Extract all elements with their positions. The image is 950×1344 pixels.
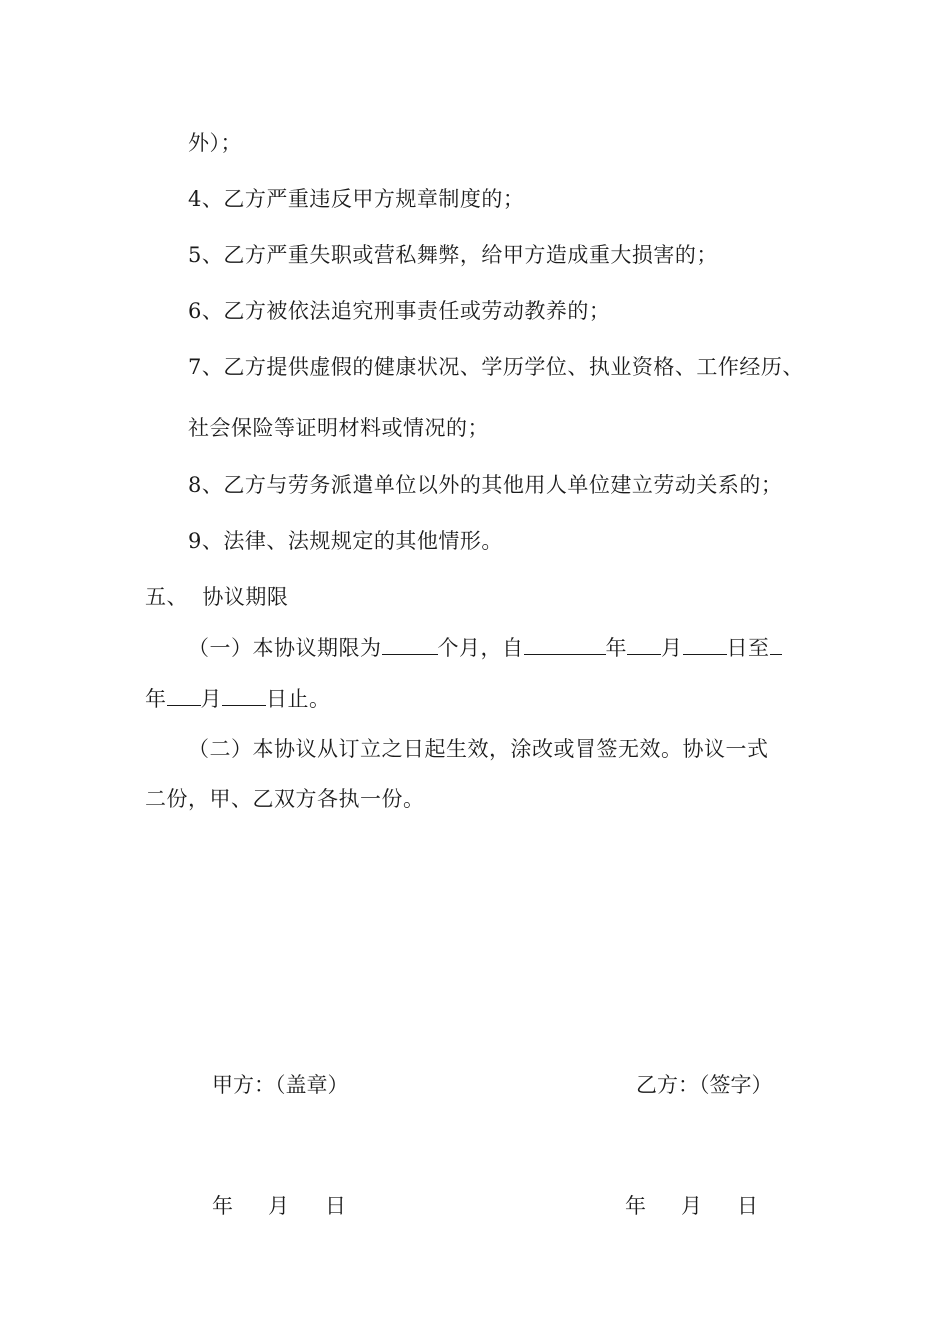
- end-year-blank[interactable]: [770, 634, 782, 655]
- party-a-date-day: 日: [325, 1194, 346, 1218]
- end-month-blank[interactable]: [167, 685, 201, 706]
- term-paragraph-line2: [145, 685, 331, 713]
- clause-item-5: 5、乙方严重失职或营私舞弊，给甲方造成重大损害的；: [188, 243, 718, 267]
- start-month-unit: 月: [661, 636, 683, 660]
- start-year-blank[interactable]: [524, 634, 606, 655]
- party-b-date-month: 月: [681, 1194, 702, 1218]
- clause-item-6: 6、乙方被依法追究刑事责任或劳动教养的；: [188, 299, 611, 323]
- start-year-unit: 年: [605, 636, 627, 660]
- end-month-unit: 月: [200, 687, 222, 711]
- end-day-unit: 日止。: [266, 687, 331, 711]
- party-b-date-day: 日: [737, 1194, 758, 1218]
- clause-item-4: 4、乙方严重违反甲方规章制度的；: [188, 187, 525, 211]
- months-blank[interactable]: [382, 634, 438, 655]
- clause-item-8: 8、乙方与劳务派遣单位以外的其他用人单位建立劳动关系的；: [188, 473, 783, 497]
- clause-item-7-line2: 社会保险等证明材料或情况的；: [188, 416, 489, 440]
- term-prefix: （一）本协议期限为: [188, 636, 382, 660]
- start-month-blank[interactable]: [627, 634, 661, 655]
- party-a-signature: 甲方：（盖章）: [212, 1073, 349, 1097]
- start-day-to: 日至: [726, 636, 770, 660]
- end-day-blank[interactable]: [222, 685, 266, 706]
- start-day-blank[interactable]: [683, 634, 727, 655]
- party-b-signature: 乙方：（签字）: [636, 1073, 773, 1097]
- clause-item-7-line1: 7、乙方提供虚假的健康状况、学历学位、执业资格、工作经历、: [188, 355, 804, 379]
- party-b-date-year: 年: [625, 1194, 646, 1218]
- effect-paragraph-line2: 二份，甲、乙双方各执一份。: [145, 787, 425, 811]
- effect-paragraph-line1: （二）本协议从订立之日起生效，涂改或冒签无效。协议一式: [188, 737, 769, 761]
- section-heading: 五、 协议期限: [145, 585, 289, 609]
- term-paragraph-line1: [188, 634, 782, 662]
- party-a-date-month: 月: [268, 1194, 289, 1218]
- clause-continuation: 外）；: [188, 131, 242, 155]
- end-year-unit: 年: [145, 687, 167, 711]
- clause-item-9: 9、法律、法规规定的其他情形。: [188, 529, 503, 553]
- months-unit: 个月，自: [437, 636, 524, 660]
- party-a-date-year: 年: [212, 1194, 233, 1218]
